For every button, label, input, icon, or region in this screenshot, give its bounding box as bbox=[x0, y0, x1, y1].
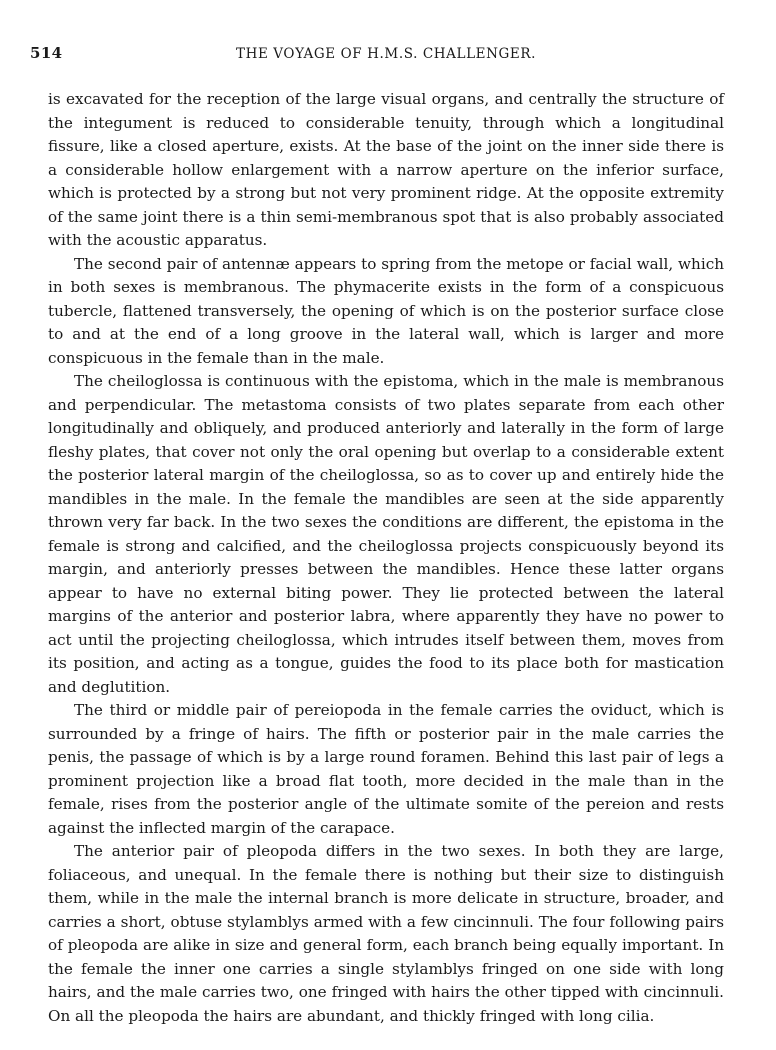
paragraph-antennae: The second pair of antennæ appears to spring from the metope or facial wall, which in both sexes is membranous. The phymacerite exists in the form of a conspicuous tubercle, flattened transversely, the opening of which is on the posterior surface close to and at the end of a long groove in the lateral wall, which is larger and more conspicuous in the female than in the male. bbox=[48, 254, 724, 367]
document-page bbox=[30, 40, 724, 1028]
paragraph-cheiloglossa: The cheiloglossa is continuous with the epistoma, which in the male is membranous and perpendicular. The metastoma consists of two plates separate from each other longitudinally and obliquely, and produced anteriorly and laterally in the form of large fleshy plates, that cover not only the oral opening but overlap to a considerable extent the posterior lateral margin of the cheiloglossa, so as to cover up and entirely hide the mandibles in the male. In the female the mandibles are seen at the side apparently thrown very far back. In the two sexes the conditions are different, the epistoma in the female is strong and calcified, and the cheiloglossa projects conspicuously beyond its margin, and anteriorly presses between the mandibles. Hence these latter organs appear to have no external biting power. They lie protected between the lateral margins of the anterior and posterior labra, where apparently they have no power to act until the projecting cheiloglossa, which intrudes itself between them, moves from its position, and acting as a tongue, guides the food to its place both for mastication and deglutition. bbox=[48, 372, 724, 696]
paragraph-continuation: is excavated for the reception of the large visual organs, and centrally the structure of the integument is reduced to considerable tenuity, through which a longitudinal fissure, like a closed aperture, exists. At the base of the joint on the inner side there is a considerable hollow enlargement with a narrow aperture on the inferior surface, which is protected by a strong but not very prominent ridge. At the opposite extremity of the same joint there is a thin semi-membranous spot that is also probably associated with the acoustic apparatus. bbox=[48, 90, 724, 249]
running-head bbox=[30, 40, 724, 68]
paragraph-pleopoda: The anterior pair of pleopoda differs in the two sexes. In both they are large, foliaceous, and unequal. In the female there is nothing but their size to distinguish them, while in the male the internal branch is more delicate in structure, broader, and carries a short, obtuse stylamblys armed with a few cincinnuli. The four following pairs of pleopoda are alike in size and general form, each branch being equally important. In the female the inner one carries a single stylamblys fringed on one side with long hairs, and the male carries two, one fringed with hairs the other tipped with cincinnuli. On all the pleopoda the hairs are abundant, and thickly fringed with long cilia. bbox=[48, 842, 724, 1025]
body-text bbox=[48, 88, 724, 1028]
running-title: THE VOYAGE OF H.M.S. CHALLENGER. bbox=[235, 46, 537, 62]
page-number: 514 bbox=[30, 44, 63, 62]
paragraph-pereiopoda: The third or middle pair of pereiopoda in the female carries the oviduct, which is surrounded by a fringe of hairs. The fifth or posterior pair in the male carries the penis, the passage of which is by a large round foramen. Behind this last pair of legs a prominent projection like a broad flat tooth, more decided in the male than in the female, rises from the posterior angle of the ultimate somite of the pereion and rests against the inflected margin of the carapace. bbox=[48, 701, 724, 837]
